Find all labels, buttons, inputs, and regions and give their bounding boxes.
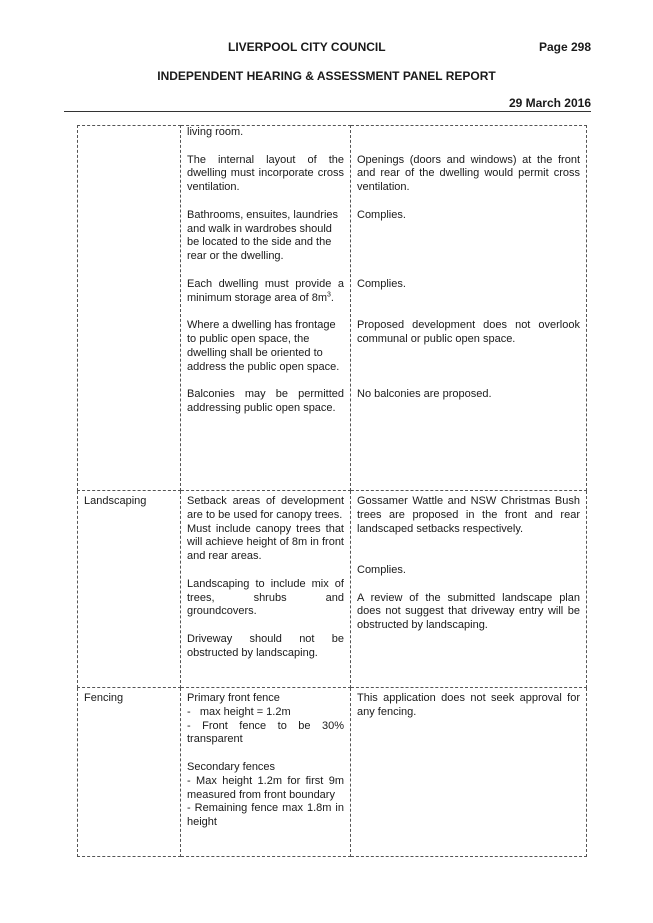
row-label-cell <box>78 688 181 857</box>
comment-text: No balconies are proposed. <box>357 388 492 401</box>
comment-text: Gossamer Wattle and NSW Christmas Bush trees are proposed in the front and rear landscaped setbacks respectively. <box>357 495 580 535</box>
requirement-text: Landscaping to include mix of trees, shrubs and groundcovers. <box>187 577 344 618</box>
comment-text: This application does not seek approval for any fencing. <box>357 692 580 718</box>
requirement-text: The internal layout of the dwelling must incorporate cross ventilation. <box>187 153 344 194</box>
assessment-table <box>77 125 587 857</box>
table-row <box>78 126 587 491</box>
row-label-cell <box>78 126 181 491</box>
requirement-text: - Max height 1.2m for first 9m measured from front boundary <box>187 774 344 801</box>
row-label-cell <box>78 491 181 688</box>
requirement-text: - Front fence to be 30% transparent <box>187 719 344 746</box>
header-rule <box>64 111 591 112</box>
requirement-text: Setback areas of development are to be used for canopy trees. <box>187 495 344 521</box>
report-date: 29 March 2016 <box>508 96 591 110</box>
requirements-cell <box>181 491 351 688</box>
superscript: 3 <box>327 290 331 298</box>
requirement-text: - Remaining fence max 1.8m in height <box>187 802 344 829</box>
requirement-text: Driveway should not be obstructed by landscaping. <box>187 632 344 659</box>
requirement-text: - max height = 1.2m <box>187 705 291 718</box>
requirement-text: Where a dwelling has frontage to public open space, the dwelling shall be oriented to address the public open space. <box>187 319 340 373</box>
comment-text: Proposed development does not overlook communal or public open space. <box>357 319 580 345</box>
requirement-text: Balconies may be permitted addressing public open space. <box>187 388 344 414</box>
row-label: Landscaping <box>84 495 147 507</box>
requirements-cell <box>181 688 351 857</box>
requirement-text: Each dwelling must provide a minimum storage area of $8m^3$. <box>187 277 344 304</box>
council-name: LIVERPOOL CITY COUNCIL <box>228 40 386 54</box>
table-row <box>78 688 587 857</box>
page-number: Page 298 <box>538 40 591 54</box>
requirement-text: Secondary fences <box>187 760 276 773</box>
comment-text: Complies. <box>357 277 406 290</box>
requirement-text: Primary front fence <box>187 692 280 704</box>
table-row <box>78 491 587 688</box>
requirements-cell <box>181 126 351 491</box>
comments-cell <box>351 491 587 688</box>
row-label: Fencing <box>84 692 124 704</box>
comment-text: Complies. <box>357 563 406 576</box>
comment-text: Openings (doors and windows) at the front and rear of the dwelling would permit cross ventilation. <box>357 153 580 194</box>
report-title: INDEPENDENT HEARING & ASSESSMENT PANEL REPORT <box>157 69 496 83</box>
requirement-text: Bathrooms, ensuites, laundries and walk in wardrobes should be located to the side and the rear or the dwelling. <box>187 208 339 263</box>
comments-cell <box>351 688 587 857</box>
comment-text: Complies. <box>357 208 406 221</box>
comments-cell <box>351 126 587 491</box>
storage-requirement: Each dwelling must provide a minimum storage area of 8m <box>187 277 344 304</box>
requirement-text: living room. <box>187 126 244 138</box>
comment-text: A review of the submitted landscape plan does not suggest that driveway entry will be obstructed by landscaping. <box>357 591 580 632</box>
requirement-text: Must include canopy trees that will achieve height of 8m in front and rear areas. <box>187 522 344 563</box>
